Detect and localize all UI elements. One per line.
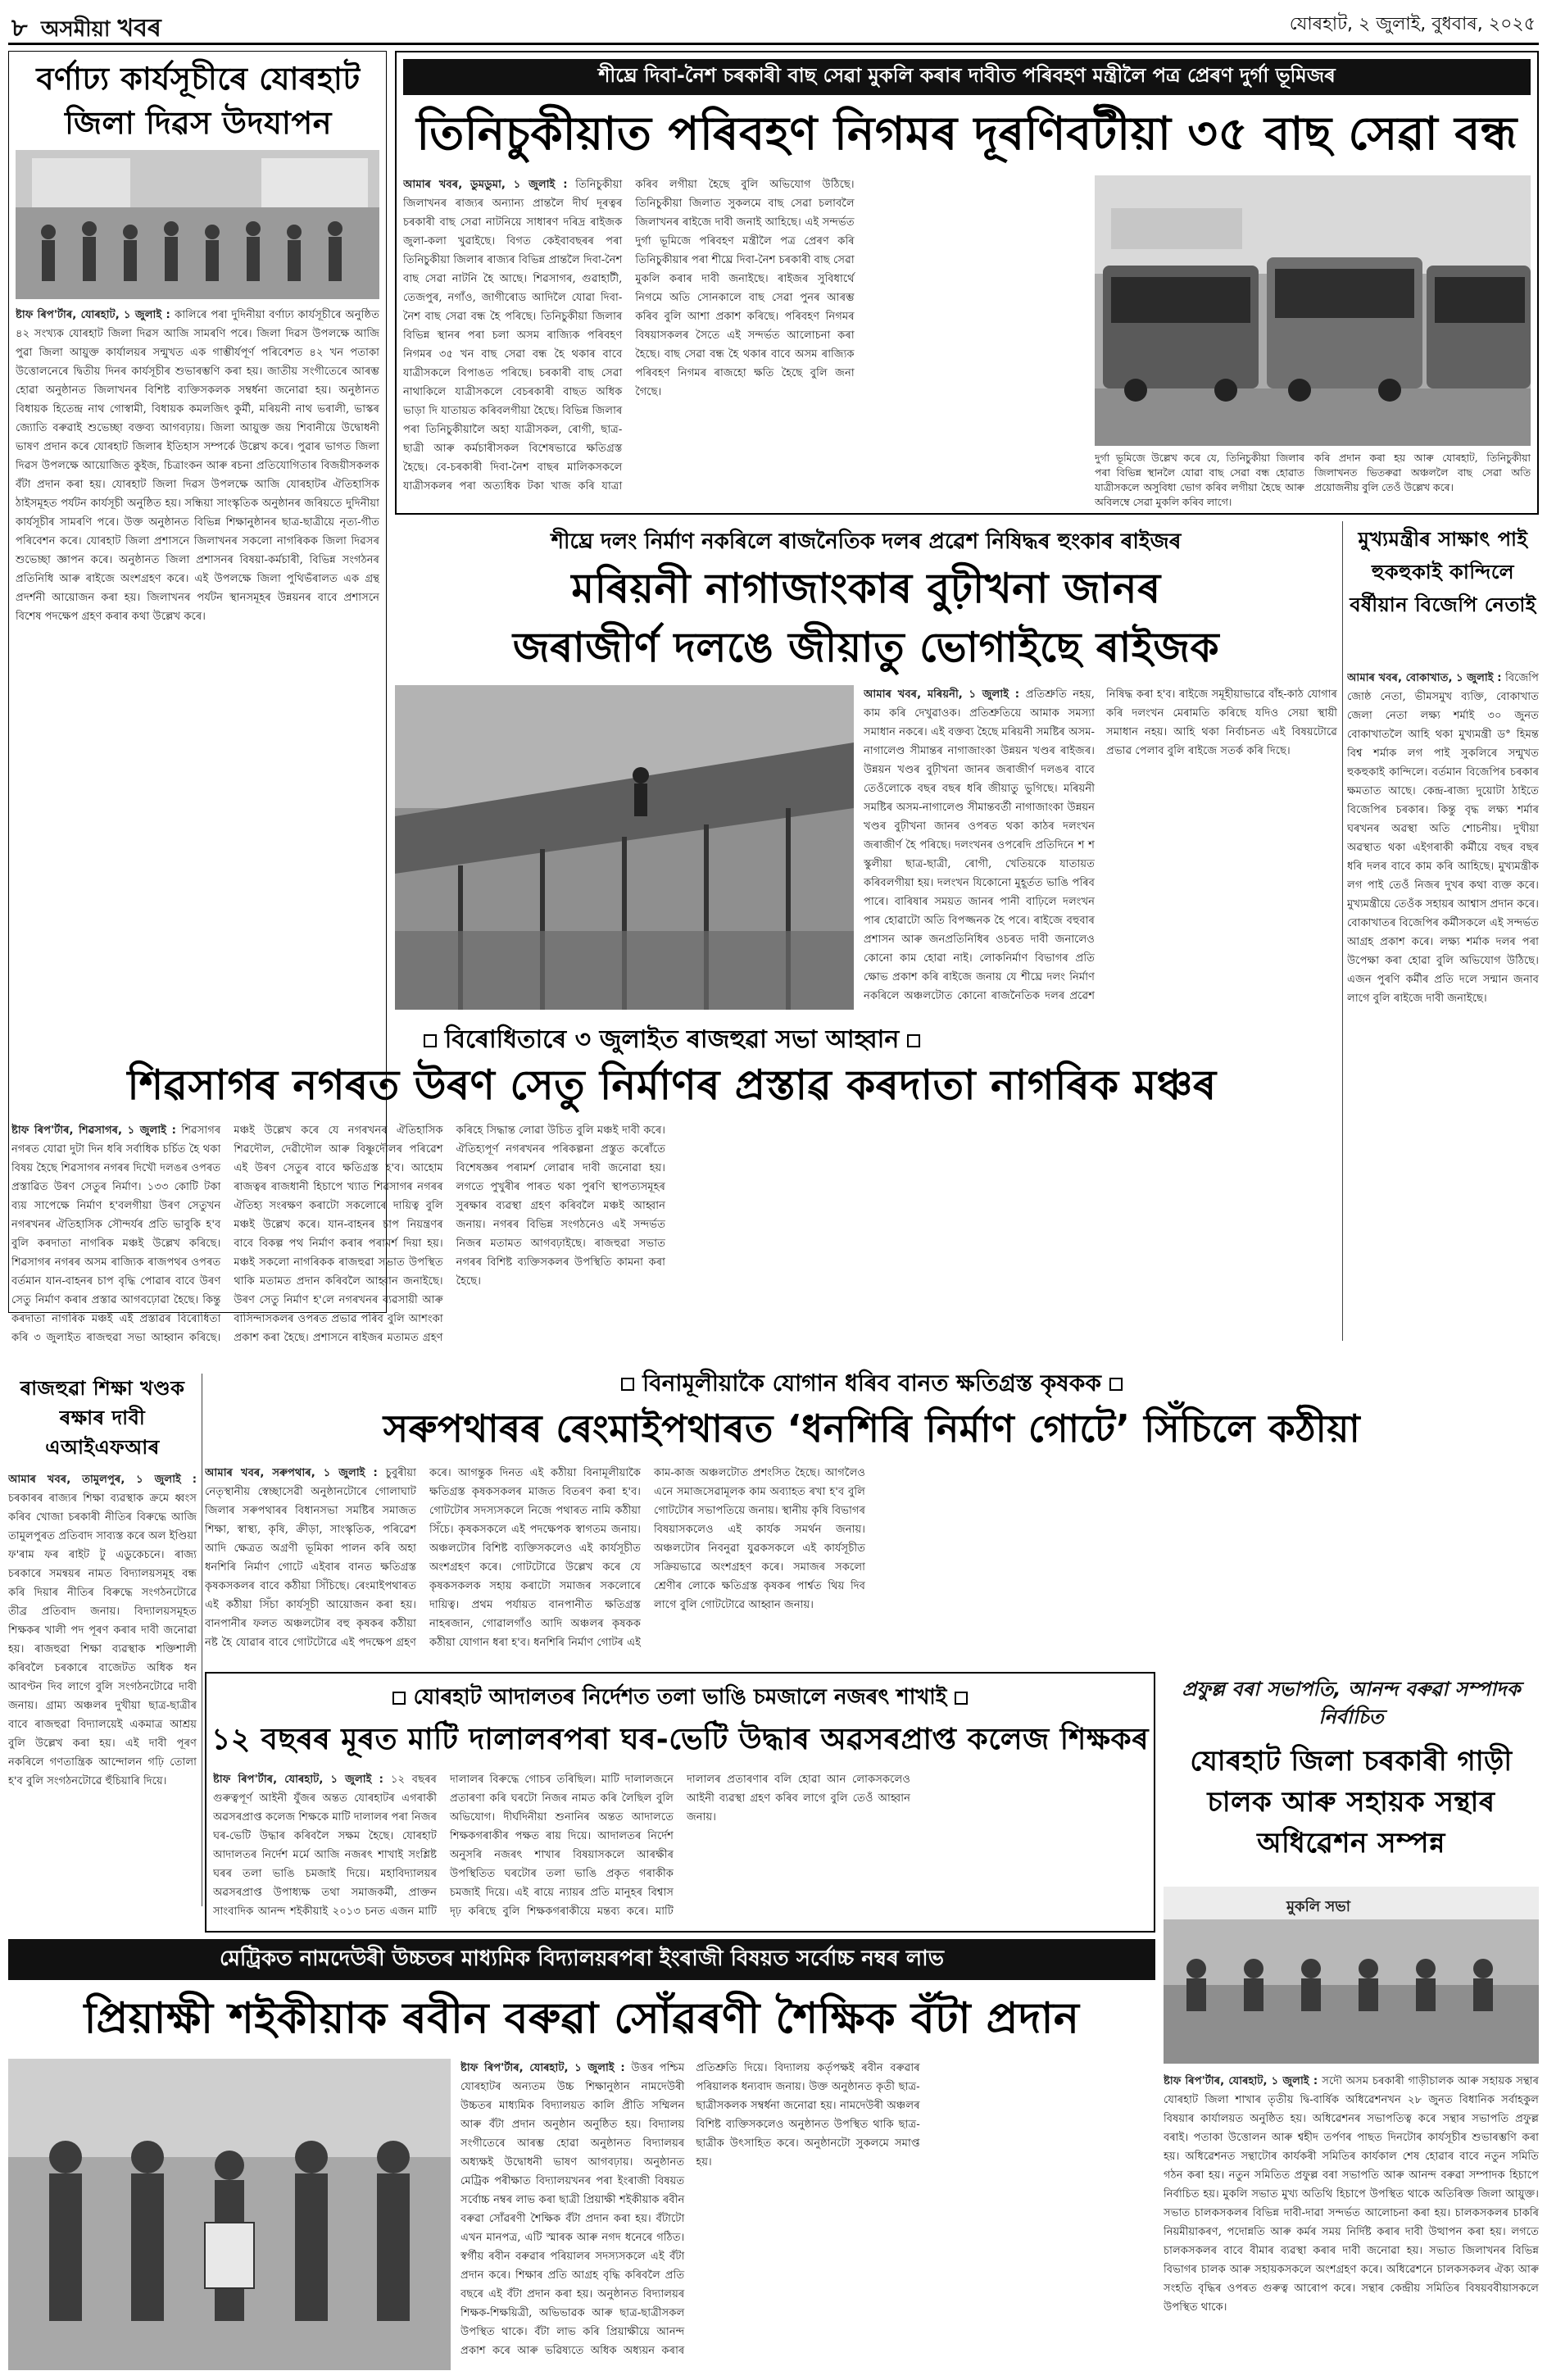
headline: বৰ্ণাঢ্য কাৰ্যসূচীৰে যোৰহাট জিলা দিৱস উদযাপন xyxy=(36,61,361,141)
kicker: শীঘ্ৰে দলং নিৰ্মাণ নকৰিলে ৰাজনৈতিক দলৰ প্ৰৱেশ নিষিদ্ধৰ হুংকাৰ ৰাইজৰ xyxy=(551,529,1182,554)
article-text: চুবুৰীয়া নেতৃস্থানীয় স্বেচ্ছাসেৱী অনুষ্ঠানটোৰে গোলাঘাট জিলাৰ সৰুপথাৰৰ বিধানসভা সমষ্টিৰ সমাজত শিক্ষা, স্বাস্থ্য, কৃষি, ক্ৰীড়া, সাংস্কৃতিক, পৰিৱেশ আদি ক্ষেত্ৰত অগ্ৰণী ভূমিকা পালন কৰি অহা ধনশিৰি নিৰ্মাণ গোটে এইবাৰ বানত ক্ষতিগ্ৰস্ত কৃষকসকলৰ বাবে কঠীয়া সিঁচিছে। ৰেংমাইপথাৰত এই কঠীয়া সিঁচা কাৰ্যসূচী আয়োজন কৰা হয়। বানপানীৰ ফলত অঞ্চলটোৰ বহু কৃষকৰ কঠীয়া নষ্ট হৈ যোৱাৰ বাবে গোটটোৱে এই পদক্ষেপ গ্ৰহণ কৰে। আগন্তুক দিনত এই কঠীয়া বিনামূলীয়াকৈ ক্ষতিগ্ৰস্ত কৃষকসকলৰ মাজত বিতৰণ কৰা হ'ব। গোটটোৰ সদস্যসকলে নিজে পথাৰত নামি কঠীয়া সিঁচে। কৃষকসকলে এই পদক্ষেপক স্বাগতম জনায়। অঞ্চলটোৰ বিশিষ্ট ব্যক্তিসকলেও এই কাৰ্যসূচীত অংশগ্ৰহণ কৰে। গোটটোৱে উল্লেখ কৰে যে কৃষকসকলক সহায় কৰাটো সমাজৰ সকলোৰে দায়িত্ব। প্ৰথম পৰ্যায়ত বানপানীত ক্ষতিগ্ৰস্ত নাহৰজান, গোৱালগাঁও আদি অঞ্চলৰ কৃষকক কঠীয়া যোগান ধৰা হ'ব। ধনশিৰি নিৰ্মাণ গোটৰ এই কাম-কাজ অঞ্চলটোত প্ৰশংসিত হৈছে। আগলৈও এনে সমাজসেৱামূলক কাম অব্যাহত ৰখা হ'ব বুলি গোটটোৰ সভাপতিয়ে জনায়। স্থানীয় কৃষি বিভাগৰ বিষয়াসকলেও এই কাৰ্যক সমৰ্থন জনায়। অঞ্চলটোৰ নিবনুৱা যুৱকসকলে এই কাৰ্যসূচীত সক্ৰিয়ভাৱে অংশগ্ৰহণ কৰে। সমাজৰ সকলো শ্ৰেণীৰ লোকে ক্ষতিগ্ৰস্ত কৃষকৰ পাৰ্শ্বত থিয় দিব লাগে বুলি গোটটোৱে আহ্বান জনায়। xyxy=(205,1467,865,1649)
headline: তিনিচুকীয়াত পৰিবহণ নিগমৰ দূৰণিবটীয়া ৩৫ বাছ সেৱা বন্ধ xyxy=(416,107,1518,161)
square-bullet-icon xyxy=(1109,1378,1123,1391)
byline: ষ্টাফ ৰিপ'ৰ্টাৰ, শিৱসাগৰ, ১ জুলাই : xyxy=(11,1124,182,1137)
headline-line-1: মৰিয়নী নাগাজাংকাৰ বুঢ়ীখনা জানৰ xyxy=(571,565,1161,612)
article-text: তিনিচুকীয়া জিলাখনৰ ৰাজ্যৰ অন্যান্য প্ৰান্তলৈ দীৰ্ঘ দূৰত্বৰ চৰকাৰী বাছ সেৱা নাটনিয়ে সাধাৰণ দৰিদ্ৰ ৰাইজক জুলা-কলা খুৱাইছে। বিগত কেইবাবছৰৰ পৰা তিনিচুকীয়া জিলাৰ ৰাজ্যৰ বিভিন্ন প্ৰান্তলৈ দিবা-নৈশ বাছ সেৱা নাটনি হৈ আছে। শিৱসাগৰ, গুৱাহাটী, তেজপুৰ, নগাঁও, জাগীৰোড আদিলৈ যোৱা দিবা-নৈশ বাছ সেৱা বন্ধ হৈ পৰিছে। তিনিচুকীয়া জিলাৰ বিভিন্ন স্থানৰ পৰা চলা অসম ৰাজ্যিক পৰিবহণ নিগমৰ ৩৫ খন বাছ সেৱা বন্ধ হৈ থকাৰ বাবে যাত্ৰীসকলে বিপাঙত পৰিছে। চৰকাৰী বাছ সেৱা নাথাকিলে যাত্ৰীসকলে বেচৰকাৰী বাছত অধিক ভাড়া দি যাতায়ত কৰিবলগীয়া হৈছে। বিভিন্ন জিলাৰ পৰা তিনিচুকীয়ালৈ অহা যাত্ৰীসকল, ৰোগী, ছাত্ৰ-ছাত্ৰী আৰু কৰ্মচাৰীসকল বিশেষভাৱে ক্ষতিগ্ৰস্ত হৈছে। বে-চৰকাৰী দিবা-নৈশ বাছৰ মালিকসকলে যাত্ৰীসকলৰ পৰা অত্যধিক টকা খাজ কৰি যাত্ৰা কৰিব লগীয়া হৈছে বুলি অভিযোগ উঠিছে। তিনিচুকীয়া জিলাত সুকলমে বাছ সেৱা চলাবলৈ জিলাখনৰ ৰাইজে দাবী জনাই আহিছে। এই সন্দৰ্ভত দুৰ্গা ভূমিজে পৰিবহণ মন্ত্ৰীলৈ পত্ৰ প্ৰেৰণ কৰি তিনিচুকীয়াৰ পৰা শীঘ্ৰে দিবা-নৈশ চৰকাৰী বাছ সেৱা মুকলি কৰাৰ দাবী জনাইছে। ৰাইজৰ সুবিধাৰ্থে নিগমে অতি সোনকালে বাছ সেৱা পুনৰ আৰম্ভ কৰিব বুলি আশা প্ৰকাশ কৰিছে। পৰিবহণ নিগমৰ বিষয়াসকলৰ সৈতে এই সন্দৰ্ভত আলোচনা কৰা হৈছে। বাছ সেৱা বন্ধ হৈ থকাৰ বাবে অসম ৰাজ্যিক পৰিবহণ নিগমৰ ৰাজহো ক্ষতি হৈছে বুলি জনা গৈছে। xyxy=(403,179,855,493)
headline-line-2: জৰাজীৰ্ণ দলঙে জীয়াতু ভোগাইছে ৰাইজক xyxy=(512,624,1220,671)
article-body xyxy=(460,2059,1155,2370)
headline: ১২ বছৰৰ মূৰত মাটি দালালৰপৰা ঘৰ-ভেটি উদ্ধাৰ অৱসৰপ্ৰাপ্ত কলেজ শিক্ষকৰ xyxy=(211,1723,1149,1756)
article-text: চৰকাৰৰ ৰাজ্যৰ শিক্ষা ব্যৱস্থাক ক্ৰমে ধ্বংস কৰিব খোজা চৰকাৰী নীতিৰ বিৰুদ্ধে আজি তামুলপুৰত প্ৰতিবাদ সাব্যস্ত কৰে অল ইণ্ডিয়া ফ'ৰাম ফৰ ৰাইট টু এডুকেচনে। ৰাজ্য চৰকাৰে সমন্বয়ৰ নামত বিদ্যালয়সমূহ বন্ধ কৰি দিয়াৰ নীতিৰ বিৰুদ্ধে সংগঠনটোৱে তীব্ৰ প্ৰতিবাদ জনায়। বিদ্যালয়সমূহত শিক্ষকৰ খালী পদ পূৰণ কৰাৰ দাবী জনোৱা হয়। ৰাজহুৱা শিক্ষা ব্যৱস্থাক শক্তিশালী কৰিবলৈ চৰকাৰে বাজেটত অধিক ধন আবণ্টন দিব লাগে বুলি সংগঠনটোৱে দাবী জনায়। গ্ৰাম্য অঞ্চলৰ দুখীয়া ছাত্ৰ-ছাত্ৰীৰ বাবে ৰাজহুৱা বিদ্যালয়েই একমাত্ৰ আশ্ৰয় বুলি উল্লেখ কৰা হয়। এই দাবী পূৰণ নকৰিলে গণতান্ত্ৰিক আন্দোলন গঢ়ি তোলা হ'ব বুলি সংগঠনটোৱে হুঁচিয়াৰি দিয়ে। xyxy=(8,1492,197,1787)
square-bullet-icon xyxy=(424,1034,437,1047)
kicker-text: বিৰোধিতাৰে ৩ জুলাইত ৰাজহুৱা সভা আহ্বান xyxy=(444,1025,900,1054)
article-body xyxy=(8,1470,197,1906)
page-number: ৮ xyxy=(11,14,28,43)
headline: প্ৰিয়াক্ষী শইকীয়াক ৰবীন বৰুৱা সোঁৱৰণী শৈক্ষিক বঁটা প্ৰদান xyxy=(84,1994,1080,2043)
byline: আমাৰ খবৰ, সৰুপথাৰ, ১ জুলাই : xyxy=(205,1467,386,1479)
masthead-word-2: খবৰ xyxy=(117,14,161,43)
photo-meeting xyxy=(1164,1887,1539,2064)
story-court xyxy=(205,1672,1155,1933)
photo-caption-left: দুৰ্গা ভূমিজে উল্লেখ কৰে যে, তিনিচুকীয়া জিলাৰ পৰা বিভিন্ন স্থানলৈ যোৱা বাছ সেৱা বন্ধ হোৱাত যাত্ৰীসকলে অসুবিধা ভোগ কৰিব লগীয়া হৈছে আৰু অবিলম্বে সেৱা মুকলি কৰিব লাগে। xyxy=(1095,452,1304,508)
photo-meeting-graphic xyxy=(1164,1887,1539,2064)
page-header xyxy=(0,0,1547,49)
story-bus xyxy=(395,51,1539,515)
story-dolong xyxy=(395,521,1337,1013)
byline: ষ্টাফ ৰিপ'ৰ্টাৰ, যোৰহাট, ১ জুলাই : xyxy=(16,309,175,321)
story-priyakshi xyxy=(8,1939,1155,2373)
byline: ষ্টাফ ৰিপ'ৰ্টাৰ, যোৰহাট, ১ জুলাই : xyxy=(1164,2075,1322,2087)
photo-caption-right: কৰি প্ৰদান কৰা হয় আৰু যোৰহাট, তিনিচুকীয়া জিলাখনত ভিতৰুৱা অঞ্চললৈ বাছ সেৱা অতি প্ৰয়োজনীয় বুলি তেওঁ উল্লেখ কৰে। xyxy=(1314,452,1531,493)
article-body xyxy=(403,175,1087,506)
byline: ষ্টাফ ৰিপ'ৰ্টাৰ, যোৰহাট, ১ জুলাই : xyxy=(213,1774,391,1786)
article-body xyxy=(11,1121,1332,1362)
headline: শিৱসাগৰ নগৰত উৰণ সেতু নিৰ্মাণৰ প্ৰস্তাৱ কৰদাতা নাগৰিক মঞ্চৰ xyxy=(127,1061,1217,1109)
square-bullet-icon xyxy=(621,1378,634,1391)
story-aiaf xyxy=(8,1374,197,1906)
byline: আমাৰ খবৰ, তামুলপুৰ, ১ জুলাই : xyxy=(8,1474,197,1486)
photo-district-day xyxy=(16,150,379,299)
square-bullet-icon xyxy=(907,1034,920,1047)
square-bullet-icon xyxy=(392,1692,406,1705)
article-body xyxy=(864,685,1337,1010)
column-rule xyxy=(1342,521,1343,1341)
article-text: শিৱসাগৰ নগৰত যোৱা দুটা দিন ধৰি সৰ্বাধিক চৰ্চিত হৈ থকা বিষয় হৈছে শিৱসাগৰ নগৰৰ দিখৌ দলঙৰ ওপৰত প্ৰস্তাৱিত উৰণ সেতুৰ নিৰ্মাণ। ১৩৩ কোটি টকা ব্যয় সাপেক্ষে নিৰ্মাণ হ'বলগীয়া উৰণ সেতুখন নগৰখনৰ ঐতিহাসিক সৌন্দৰ্যৰ প্ৰতি ভাবুকি হ'ব বুলি কৰদাতা নাগৰিক মঞ্চই উল্লেখ কৰিছে। শিৱসাগৰ নগৰৰ অসম ৰাজ্যিক ৰাজপথৰ ওপৰত বৰ্তমান যান-বাহনৰ চাপ বৃদ্ধি পোৱাৰ বাবে উৰণ সেতু নিৰ্মাণ কৰাৰ প্ৰস্তাৱ আগবঢ়োৱা হৈছে। কিন্তু কৰদাতা নাগৰিক মঞ্চই এই প্ৰস্তাৱৰ বিৰোধিতা কৰি ৩ জুলাইত ৰাজহুৱা সভা আহ্বান কৰিছে। মঞ্চই উল্লেখ কৰে যে নগৰখনৰ ঐতিহাসিক শিৱদৌল, দেৱীদৌল আৰু বিষ্ণুদৌলৰ পৰিৱেশ এই উৰণ সেতুৰ বাবে ক্ষতিগ্ৰস্ত হ'ব। আহোম ৰাজত্বৰ ৰাজধানী হিচাপে খ্যাত শিৱসাগৰ নগৰৰ ঐতিহ্য সংৰক্ষণ কৰাটো সকলোৰে দায়িত্ব বুলি মঞ্চই উল্লেখ কৰে। যান-বাহনৰ চাপ নিয়ন্ত্ৰণৰ বাবে বিকল্প পথ নিৰ্মাণ কৰাৰ পৰামৰ্শ দিয়া হয়। মঞ্চই সকলো নাগৰিকক ৰাজহুৱা সভাত উপস্থিত থাকি মতামত প্ৰদান কৰিবলৈ আহ্বান জনাইছে। উৰণ সেতু নিৰ্মাণ হ'লে নগৰখনৰ ব্যৱসায়ী আৰু বাসিন্দাসকলৰ ওপৰত প্ৰভাৱ পৰিব বুলি আশংকা প্ৰকাশ কৰা হৈছে। প্ৰশাসনে ৰাইজৰ মতামত গ্ৰহণ কৰিহে সিদ্ধান্ত লোৱা উচিত বুলি মঞ্চই দাবী কৰে। ঐতিহ্যপূৰ্ণ নগৰখনৰ পৰিকল্পনা প্ৰস্তুত কৰোঁতে বিশেষজ্ঞৰ পৰামৰ্শ লোৱাৰ দাবী জনোৱা হয়। লগতে পুখুৰীৰ পাৰত থকা পুৰণি স্থাপত্যসমূহৰ সুৰক্ষাৰ ব্যৱস্থা গ্ৰহণ কৰিবলৈ মঞ্চই আহ্বান জনায়। নগৰৰ বিভিন্ন সংগঠনেও এই সন্দৰ্ভত নিজৰ মতামত আগবঢ়াইছে। ৰাজহুৱা সভাত নগৰৰ বিশিষ্ট ব্যক্তিসকলৰ উপস্থিতি কামনা কৰা হৈছে। xyxy=(11,1124,665,1344)
article-body xyxy=(1347,669,1539,1341)
photo-wooden-bridge xyxy=(395,685,854,1010)
byline: আমাৰ খবৰ, মৰিয়নী, ১ জুলাই : xyxy=(864,688,1026,701)
article-text: বিজেপি জোষ্ঠ নেতা, ভীমসমুখ ব্যক্তি, বোকাখাত জেলা নেতা লক্ষ্য শৰ্মাই ৩০ জুনত বোকাখাতলৈ আহি থকা মুখ্যমন্ত্ৰী ড° হিমন্ত বিশ্ব শৰ্মাক লগ পাই সুকলিৰে সন্মুখত হুকহুকাই কান্দিলে। বৰ্তমান বিজেপিৰ চৰকাৰ ক্ষমতাত আছে। কেন্দ্ৰ-ৰাজ্য দুয়োটা ঠাইতে বিজেপিৰ চৰকাৰ। কিন্তু বৃদ্ধ লক্ষ্য শৰ্মাৰ ঘৰখনৰ অৱস্থা অতি শোচনীয়। দুখীয়া অৱস্থাত থকা এইগৰাকী কৰ্মীয়ে বছৰ বছৰ ধৰি দলৰ বাবে কাম কৰি আহিছে। মুখ্যমন্ত্ৰীক লগ পাই তেওঁ নিজৰ দুখৰ কথা ব্যক্ত কৰে। মুখ্যমন্ত্ৰীয়ে তেওঁক সহায়ৰ আশ্বাস প্ৰদান কৰে। বোকাখাতৰ বিজেপিৰ কৰ্মীসকলে এই সন্দৰ্ভত আগ্ৰহ প্ৰকাশ কৰে। লক্ষ্য শৰ্মাক দলৰ পৰা উপেক্ষা কৰা হোৱা বুলি অভিযোগ উঠিছে। এজন পুৰণি কৰ্মীৰ প্ৰতি দলে সন্মান জনাব লাগে বুলি ৰাইজে দাবী জনাইছে। xyxy=(1347,672,1539,1005)
kicker-banner: শীঘ্ৰে দিবা-নৈশ চৰকাৰী বাছ সেৱা মুকলি কৰাৰ দাবীত পৰিবহণ মন্ত্ৰীলৈ পত্ৰ প্ৰেৰণ দুৰ্গা ভূমিজৰ xyxy=(403,59,1531,95)
kicker xyxy=(206,1680,1154,1716)
headline: সৰুপথাৰৰ ৰেংমাইপথাৰত ‘ধনশিৰি নিৰ্মাণ গোটে’ সিঁচিলে কঠীয়া xyxy=(383,1406,1361,1451)
kicker: প্ৰফুল্ল বৰা সভাপতি, আনন্দ বৰুৱা সম্পাদক নিৰ্বাচিত xyxy=(1182,1678,1521,1728)
story-dhansiri xyxy=(205,1362,1539,1665)
story-sivasagar xyxy=(8,1016,1336,1369)
story-driver xyxy=(1164,1672,1539,2369)
article-body xyxy=(213,1770,1147,1926)
photo-bus-depot xyxy=(1095,175,1531,446)
article-text: কালিৰে পৰা দুদিনীয়া বৰ্ণাঢ্য কাৰ্যসূচীৰে অনুষ্ঠিত ৪২ সংখ্যক যোৰহাট জিলা দিৱস আজি সামৰণি পৰে। জিলা দিৱস উপলক্ষে আজি পুৱা জিলা আয়ুক্ত কাৰ্যালয়ৰ সন্মুখত এক গাম্ভীৰ্যপূৰ্ণ পৰিবেশত ৪২ খন পতাকা উত্তোলনেৰে দ্বিতীয় দিনৰ কাৰ্যসূচীৰ শুভাৰম্ভণি কৰা হয়। জাতীয় সংগীতেৰে আৰম্ভ হোৱা অনুষ্ঠানত জিলাখনৰ বিশিষ্ট ব্যক্তিসকলক সম্বৰ্ধনা জনোৱা হয়। অনুষ্ঠানত বিধায়ক হিতেন্দ্ৰ নাথ গোস্বামী, বিধায়ক কমলজিৎ কুৰ্মী, মৰিয়নী নাথ ভৰালী, ভাস্কৰ জ্যোতি বৰুৱাই শুভেচ্ছা বক্তব্য আগবঢ়ায়। জিলা আয়ুক্ত জয় শিবানীয়ে উদ্বোধনী ভাষণ প্ৰদান কৰে যোৰহাট জিলাৰ ইতিহাস সম্পৰ্কে উল্লেখ কৰে। পুৱাৰ ভাগত জিলা দিৱস উপলক্ষে আয়োজিত কুইজ, চিত্ৰাংকন আৰু ৰচনা প্ৰতিযোগিতাৰ বিজয়ীসকলক বঁটা প্ৰদান কৰা হয়। যোৰহাট জিলা দিৱস উপলক্ষে আজি যোৰহাটৰ ঐতিহাসিক ঠাইসমূহত পৰ্যটন কাৰ্যসূচী অনুষ্ঠিত হয়। সন্ধিয়া সাংস্কৃতিক অনুষ্ঠানৰ জৰিয়তে দুদিনীয়া কাৰ্যসূচীৰ সামৰণি পৰে। উক্ত অনুষ্ঠানত বিভিন্ন শিক্ষানুষ্ঠানৰ ছাত্ৰ-ছাত্ৰীয়ে নৃত্য-গীত পৰিবেশন কৰে। যোৰহাট জিলা প্ৰশাসনে জিলাখনৰ সকলো নাগৰিকক জিলা দিৱসৰ শুভেচ্ছা জ্ঞাপন কৰে। অনুষ্ঠানত জিলা প্ৰশাসনৰ বিষয়া-কৰ্মচাৰী, বিভিন্ন সংগঠনৰ প্ৰতিনিধি আৰু ৰাইজে অংশগ্ৰহণ কৰে। এই উপলক্ষে জিলা পুথিভঁৰালত এক গ্ৰন্থ প্ৰদৰ্শনী আয়োজন কৰা হয়। জিলাখনৰ পৰ্যটন স্থানসমূহৰ উন্নয়নৰ বাবে প্ৰশাসনে বিশেষ পদক্ষেপ গ্ৰহণ কৰাৰ কথা উল্লেখ কৰে। xyxy=(16,309,379,623)
byline: আমাৰ খবৰ, ডুমডুমা, ১ জুলাই : xyxy=(403,179,576,191)
header-rule xyxy=(8,43,1539,45)
photo-banner-text: মুকলি সভা xyxy=(1286,1898,1350,1915)
article-text: প্ৰতিশ্ৰুতি নহয়, কাম কৰি দেখুৱাওক। প্ৰতিশ্ৰুতিয়ে আমাক সমস্যা সমাধান নকৰে। এই বক্তব্য হৈছে মৰিয়নী সমষ্টিৰ অসম-নাগালেণ্ড সীমান্তৰ নাগাজাংকা উন্নয়ন খণ্ডৰ ৰাইজৰ। উন্নয়ন খণ্ডৰ বুঢ়ীখনা জানৰ জৰাজীৰ্ণ দলঙৰ বাবে তেওঁলোকে বছৰ বছৰ ধৰি জীয়াতু ভুগিছে। মৰিয়নী সমষ্টিৰ অসম-নাগালেণ্ড সীমান্তবৰ্তী নাগাজাংকা উন্নয়ন খণ্ডৰ বুঢ়ীখনা জানৰ ওপৰত থকা কাঠৰ দলংখন জৰাজীৰ্ণ হৈ পৰিছে। দলংখনৰ ওপৰেদি প্ৰতিদিনে শ শ স্কুলীয়া ছাত্ৰ-ছাত্ৰী, ৰোগী, খেতিয়কে যাতায়ত কৰিবলগীয়া হয়। দলংখন যিকোনো মুহূৰ্তত ভাঙি পৰিব পাৰে। বাৰিষাৰ সময়ত জানৰ পানী বাঢ়িলে দলংখন পাৰ হোৱাটো অতি বিপজ্জনক হৈ পৰে। ৰাইজে বহুবাৰ প্ৰশাসন আৰু জনপ্ৰতিনিধিৰ ওচৰত দাবী জনালেও কোনো কাম হোৱা নাই। লোকনিৰ্মাণ বিভাগৰ প্ৰতি ক্ষোভ প্ৰকাশ কৰি ৰাইজে জনায় যে শীঘ্ৰে দলং নিৰ্মাণ নকৰিলে অঞ্চলটোত কোনো ৰাজনৈতিক দলৰ প্ৰৱেশ নিষিদ্ধ কৰা হ'ব। ৰাইজে সমূহীয়াভাৱে বাঁহ-কাঠ যোগাৰ কৰি দলংখন মেৰামতি কৰিছে যদিও সেয়া স্থায়ী সমাধান নহয়। আহি থকা নিৰ্বাচনত এই বিষয়টোৱে প্ৰভাৱ পেলাব বুলি ৰাইজে সতৰ্ক কৰি দিছে। xyxy=(864,688,1337,1002)
article-text: সদৌ অসম চৰকাৰী গাড়ীচালক আৰু সহায়ক সন্থাৰ যোৰহাট জিলা শাখাৰ তৃতীয় দ্বি-বাৰ্ষিক অধিৱেশনখন ২৮ জুনত বিধানিক সৰ্বাহকুল বিষয়াৰ কাৰ্যালয়ত অনুষ্ঠিত হয়। অধিৱেশনৰ সভাপতিত্ব কৰে সন্থাৰ সভাপতি প্ৰফুল্ল বৰাই। পতাকা উত্তোলন আৰু শ্বহীদ তৰ্পণৰ পাছত দিনটোৰ কাৰ্যসূচীৰ শুভাৰম্ভণি কৰা হয়। অধিৱেশনত সন্থাটোৰ কাৰ্যকৰী সমিতিৰ কাৰ্যকাল শেষ হোৱাৰ বাবে নতুন সমিতি গঠন কৰা হয়। নতুন সমিতিত প্ৰফুল্ল বৰা সভাপতি আৰু আনন্দ বৰুৱা সম্পাদক হিচাপে নিৰ্বাচিত হয়। মুকলি সভাত মুখ্য অতিথি হিচাপে উপস্থিত থাকে অতিৰিক্ত জিলা আয়ুক্ত। সভাত চালকসকলৰ বিভিন্ন দাবী-দাৱা সন্দৰ্ভত আলোচনা কৰা হয়। চালকসকলৰ চাকৰি নিয়মীয়াকৰণ, পদোন্নতি আৰু কৰ্মৰ সময় নিৰ্দিষ্ট কৰাৰ দাবী উত্থাপন কৰা হয়। লগতে চালকসকলৰ বাবে বীমাৰ ব্যৱস্থা কৰাৰ দাবী জনোৱা হয়। সভাত জিলাখনৰ বিভিন্ন বিভাগৰ চালক আৰু সহায়কসকলে অংশগ্ৰহণ কৰে। অধিৱেশনে চালকসকলৰ ঐক্য আৰু সংহতি বৃদ্ধিৰ ওপৰত গুৰুত্ব আৰোপ কৰে। সন্থাৰ কেন্দ্ৰীয় সমিতিৰ বিষয়ববীয়াসকলে উপস্থিত থাকে। xyxy=(1164,2075,1539,2314)
headline: ৰাজহুৱা শিক্ষা খণ্ডক ৰক্ষাৰ দাবী এআইএফআৰ xyxy=(20,1377,185,1459)
article-body xyxy=(205,1464,1539,1660)
story-cm xyxy=(1347,521,1539,1357)
headline: মুখ্যমন্ত্ৰীৰ সাক্ষাৎ পাই হুকহুকাই কান্দিলে বৰ্ষীয়ান বিজেপি নেতাই xyxy=(1350,528,1536,616)
photo-bridge-graphic xyxy=(395,685,854,1010)
photo-parade-graphic xyxy=(16,150,379,299)
square-bullet-icon xyxy=(955,1692,968,1705)
headline: যোৰহাট জিলা চৰকাৰী গাড়ী চালক আৰু সহায়ক সন্থাৰ অধিৱেশন সম্পন্ন xyxy=(1190,1745,1513,1860)
photo-buses-graphic xyxy=(1095,175,1531,446)
photo-award-graphic xyxy=(8,2059,451,2370)
article-body xyxy=(1164,2072,1539,2364)
byline: আমাৰ খবৰ, বোকাখাত, ১ জুলাই : xyxy=(1347,672,1506,684)
photo-award-ceremony xyxy=(8,2059,451,2370)
dateline: যোৰহাট, ২ জুলাই, বুধবাৰ, ২০২৫ xyxy=(1289,14,1536,34)
kicker-text: বিনামূলীয়াকৈ যোগান ধৰিব বানত ক্ষতিগ্ৰস্ত কৃষকক xyxy=(642,1369,1101,1397)
byline: ষ্টাফ ৰিপ'ৰ্টাৰ, যোৰহাট, ১ জুলাই : xyxy=(460,2062,632,2074)
article-text: ১২ বছৰৰ গুৰুত্বপূৰ্ণ আইনী যুঁজৰ অন্তত যোৰহাটৰ এগৰাকী অৱসৰপ্ৰাপ্ত কলেজ শিক্ষকে মাটি দালালৰ পৰা নিজৰ ঘৰ-ভেটি উদ্ধাৰ কৰিবলৈ সক্ষম হৈছে। যোৰহাট আদালতৰ নিৰ্দেশ মৰ্মে আজি নজৰৎ শাখাই সংশ্লিষ্ট ঘৰৰ তলা ভাঙি চমজাই দিয়ে। মহাবিদ্যালয়ৰ অৱসৰপ্ৰাপ্ত উপাধ্যক্ষ তথা সমাজকৰ্মী, প্ৰাক্তন সাংবাদিক আনন্দ শইকীয়াই ২০১৩ চনত এজন মাটি দালালৰ বিৰুদ্ধে গোচৰ তৰিছিল। মাটি দালালজনে প্ৰতাৰণা কৰি ঘৰটো নিজৰ নামত কৰি লৈছিল বুলি অভিযোগ। দীৰ্ঘদিনীয়া শুনানিৰ অন্তত আদালতে শিক্ষকগৰাকীৰ পক্ষত ৰায় দিয়ে। আদালতৰ নিৰ্দেশ অনুসৰি নজৰৎ শাখাৰ বিষয়াসকলে আৰক্ষীৰ উপস্থিতিত ঘৰটোৰ তলা ভাঙি প্ৰকৃত গৰাকীক চমজাই দিয়ে। এই ৰায়ে ন্যায়ৰ প্ৰতি মানুহৰ বিশ্বাস দৃঢ় কৰিছে বুলি শিক্ষকগৰাকীয়ে মন্তব্য কৰে। মাটি দালালৰ প্ৰতাৰণাৰ বলি হোৱা আন লোকসকলেও আইনী ব্যৱস্থা গ্ৰহণ কৰিব লাগে বুলি তেওঁ আহ্বান জনায়। xyxy=(213,1774,910,1918)
kicker xyxy=(205,1365,1539,1404)
article-text: উত্তৰ পশ্চিম যোৰহাটৰ অন্যতম উচ্চ শিক্ষানুষ্ঠান নামদেউৰী উচ্চতৰ মাধ্যমিক বিদ্যালয়ত কালি প্ৰীতি সম্মিলন আৰু বঁটা প্ৰদান অনুষ্ঠান অনুষ্ঠিত হয়। বিদ্যালয় সংগীতেৰে আৰম্ভ হোৱা অনুষ্ঠানত বিদ্যালয়ৰ অধ্যক্ষই উদ্বোধনী ভাষণ আগবঢ়ায়। অনুষ্ঠানত মেট্ৰিক পৰীক্ষাত বিদ্যালয়খনৰ পৰা ইংৰাজী বিষয়ত সৰ্বোচ্চ নম্বৰ লাভ কৰা ছাত্ৰী প্ৰিয়াক্ষী শইকীয়াক ৰবীন বৰুৱা সোঁৱৰণী শৈক্ষিক বঁটা প্ৰদান কৰা হয়। বঁটাটো এখন মানপত্ৰ, এটি স্মাৰক আৰু নগদ ধনেৰে গঠিত। স্বৰ্গীয় ৰবীন বৰুৱাৰ পৰিয়ালৰ সদস্যসকলে এই বঁটা প্ৰদান কৰে। শিক্ষাৰ প্ৰতি আগ্ৰহ বৃদ্ধি কৰিবলৈ প্ৰতি বছৰে এই বঁটা প্ৰদান কৰা হয়। অনুষ্ঠানত বিদ্যালয়ৰ শিক্ষক-শিক্ষয়িত্ৰী, অভিভাৱক আৰু ছাত্ৰ-ছাত্ৰীসকল উপস্থিত থাকে। বঁটা লাভ কৰি প্ৰিয়াক্ষীয়ে আনন্দ প্ৰকাশ কৰে আৰু ভৱিষ্যতে অধিক অধ্যয়ন কৰাৰ প্ৰতিশ্ৰুতি দিয়ে। বিদ্যালয় কৰ্তৃপক্ষই ৰবীন বৰুৱাৰ পৰিয়ালক ধন্যবাদ জনায়। উক্ত অনুষ্ঠানত কৃতী ছাত্ৰ-ছাত্ৰীসকলক সম্বৰ্ধনা জনোৱা হয়। নামদেউৰী অঞ্চলৰ বিশিষ্ট ব্যক্তিসকলেও অনুষ্ঠানত উপস্থিত থাকি ছাত্ৰ-ছাত্ৰীক উৎসাহিত কৰে। অনুষ্ঠানটো সুকলমে সমাপ্ত হয়। xyxy=(460,2062,920,2357)
kicker-banner: মেট্ৰিকত নামদেউৰী উচ্চতৰ মাধ্যমিক বিদ্যালয়ৰপৰা ইংৰাজী বিষয়ত সৰ্বোচ্চ নম্বৰ লাভ xyxy=(8,1939,1155,1980)
masthead-word-1: অসমীয়া xyxy=(41,17,111,42)
kicker-text: যোৰহাট আদালতৰ নিৰ্দেশত তলা ভাঙি চমজালে নজৰৎ শাখাই xyxy=(413,1685,947,1710)
